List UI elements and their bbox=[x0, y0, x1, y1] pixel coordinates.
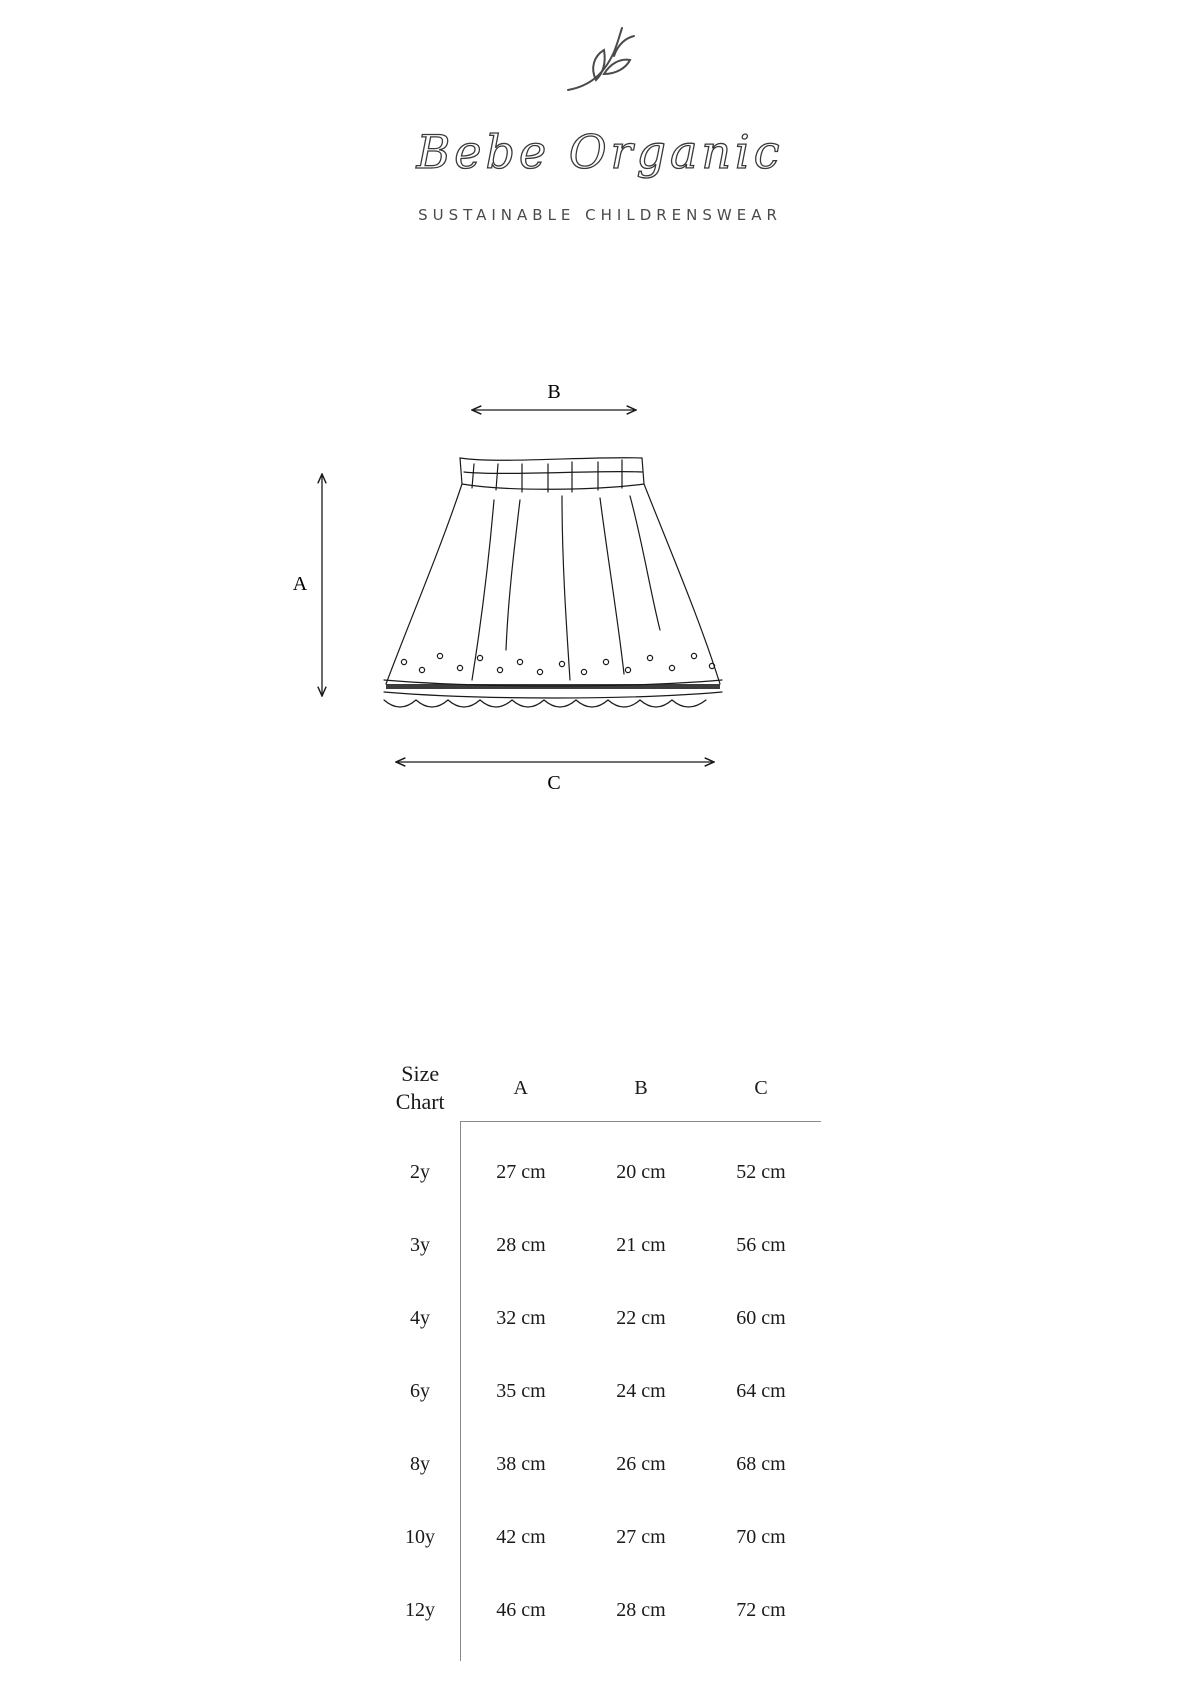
table-row bbox=[380, 1574, 821, 1661]
measurement-b: 28 cm bbox=[616, 1599, 666, 1621]
measurement-c: 56 cm bbox=[736, 1234, 786, 1256]
size-chart-header-row bbox=[380, 1055, 821, 1122]
table-row bbox=[380, 1282, 821, 1355]
measurement-a: 27 cm bbox=[461, 1122, 582, 1210]
size-label: 10y bbox=[405, 1526, 435, 1548]
measurement-b: 21 cm bbox=[616, 1234, 666, 1256]
table-row bbox=[380, 1501, 821, 1574]
brand-tagline: SUSTAINABLE CHILDRENSWEAR bbox=[418, 206, 782, 224]
measurement-a: 32 cm bbox=[461, 1282, 582, 1355]
measurement-a: 28 cm bbox=[461, 1209, 582, 1282]
table-row bbox=[380, 1122, 821, 1210]
measurement-c: 68 cm bbox=[736, 1453, 786, 1475]
size-label: 4y bbox=[410, 1307, 430, 1329]
dimension-label-a: A bbox=[292, 573, 308, 595]
size-label: 12y bbox=[405, 1599, 435, 1621]
measurement-c: 64 cm bbox=[736, 1380, 786, 1402]
measurement-a: 42 cm bbox=[461, 1501, 582, 1574]
size-label: 6y bbox=[410, 1380, 430, 1402]
measurement-c: 60 cm bbox=[736, 1307, 786, 1329]
measurement-b: 22 cm bbox=[616, 1307, 666, 1329]
skirt-hem-trim bbox=[386, 684, 720, 689]
size-label: 2y bbox=[410, 1160, 430, 1183]
measurement-c: 72 cm bbox=[736, 1599, 786, 1621]
dimension-label-b: B bbox=[547, 381, 561, 403]
skirt-sketch bbox=[384, 458, 722, 707]
size-label: 3y bbox=[410, 1234, 430, 1256]
column-header-a: A bbox=[461, 1055, 582, 1122]
brand-wordmark-logo bbox=[400, 118, 800, 208]
measurement-b: 24 cm bbox=[616, 1380, 666, 1402]
table-row bbox=[380, 1355, 821, 1428]
measurement-c: 70 cm bbox=[736, 1526, 786, 1548]
table-row bbox=[380, 1428, 821, 1501]
size-label: 8y bbox=[410, 1453, 430, 1475]
dimension-label-c: C bbox=[547, 772, 561, 794]
table-row bbox=[380, 1209, 821, 1282]
skirt-measurement-diagram bbox=[292, 381, 820, 880]
leaf-logo-icon bbox=[560, 22, 650, 102]
svg-text:Bebe Organic: Bebe Organic bbox=[416, 125, 784, 179]
measurement-b: 27 cm bbox=[616, 1526, 666, 1548]
measurement-b: 26 cm bbox=[616, 1453, 666, 1475]
measurement-c: 52 cm bbox=[736, 1161, 786, 1183]
measurement-a: 38 cm bbox=[461, 1428, 582, 1501]
size-chart-corner-label: Size Chart bbox=[395, 1061, 445, 1115]
measurement-a: 35 cm bbox=[461, 1355, 582, 1428]
size-chart-table bbox=[380, 1055, 821, 1661]
measurement-a: 46 cm bbox=[461, 1574, 582, 1661]
measurement-b: 20 cm bbox=[616, 1161, 666, 1183]
column-header-b: B bbox=[581, 1055, 701, 1122]
column-header-c: C bbox=[701, 1055, 821, 1122]
